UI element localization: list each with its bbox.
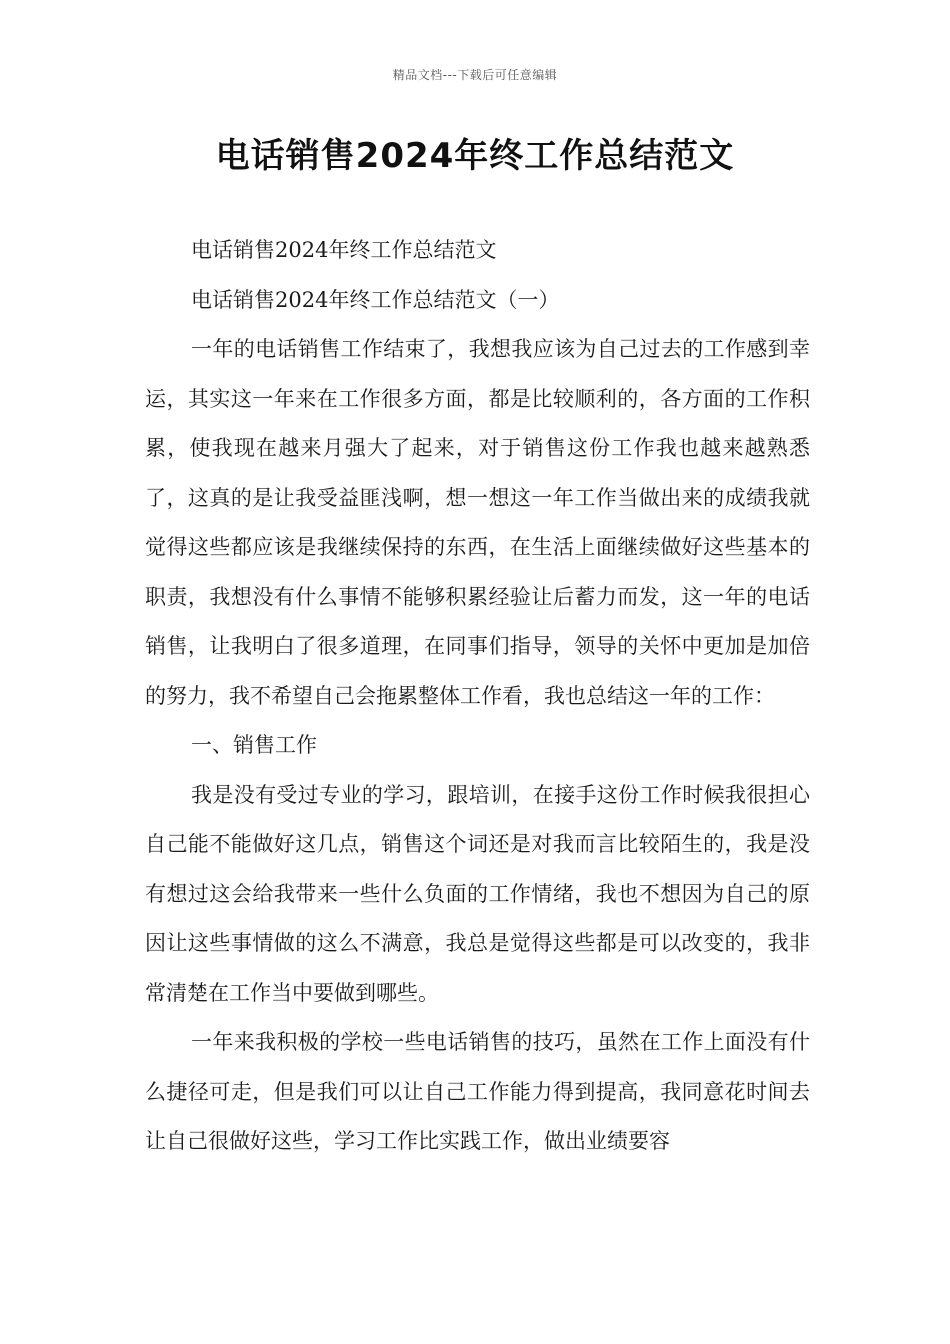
paragraph-subtitle: 电话销售2024年终工作总结范文 [191, 238, 497, 262]
header-note: 精品文档---下载后可任意编辑 [392, 68, 558, 82]
paragraph-section-title: 电话销售2024年终工作总结范文（一） [191, 287, 560, 312]
paragraph-body: 我是没有受过专业的学习，跟培训，在接手这份工作时候我很担心自己能不能做好这几点，销售这个词还是对我而言比较陌生的，我是没有想过这会给我带来一些什么负面的工作情绪，我也不想因为自己的原因让这些事情做的这么不满意，我总是觉得这些都是可以改变的，我非常清楚在工作当中要做到哪些。 [145, 782, 810, 1005]
paragraph-body: 一年来我积极的学校一些电话销售的技巧，虽然在工作上面没有什么捷径可走，但是我们可以让自己工作能力得到提高，我同意花时间去让自己很做好这些，学习工作比实践工作，做出业绩要容 [145, 1030, 810, 1153]
document-title: 电话销售2024年终工作总结范文 [215, 136, 735, 176]
document-body [145, 226, 810, 1167]
paragraph-heading-sales-work: 一、销售工作 [191, 733, 317, 757]
paragraph-intro: 一年的电话销售工作结束了，我想我应该为自己过去的工作感到幸运，其实这一年来在工作很多方面，都是比较顺利的，各方面的工作积累，使我现在越来月强大了起来，对于销售这份工作我也越来越熟悉了，这真的是让我受益匪浅啊，想一想这一年工作当做出来的成绩我就觉得这些都应该是我继续保持的东西，在生活上面继续做好这些基本的职责，我想没有什么事情不能够积累经验让后蓄力而发，这一年的电话销售，让我明白了很多道理，在同事们指导，领导的关怀中更加是加倍的努力，我不希望自己会拖累整体工作看，我也总结这一年的工作： [145, 337, 810, 708]
